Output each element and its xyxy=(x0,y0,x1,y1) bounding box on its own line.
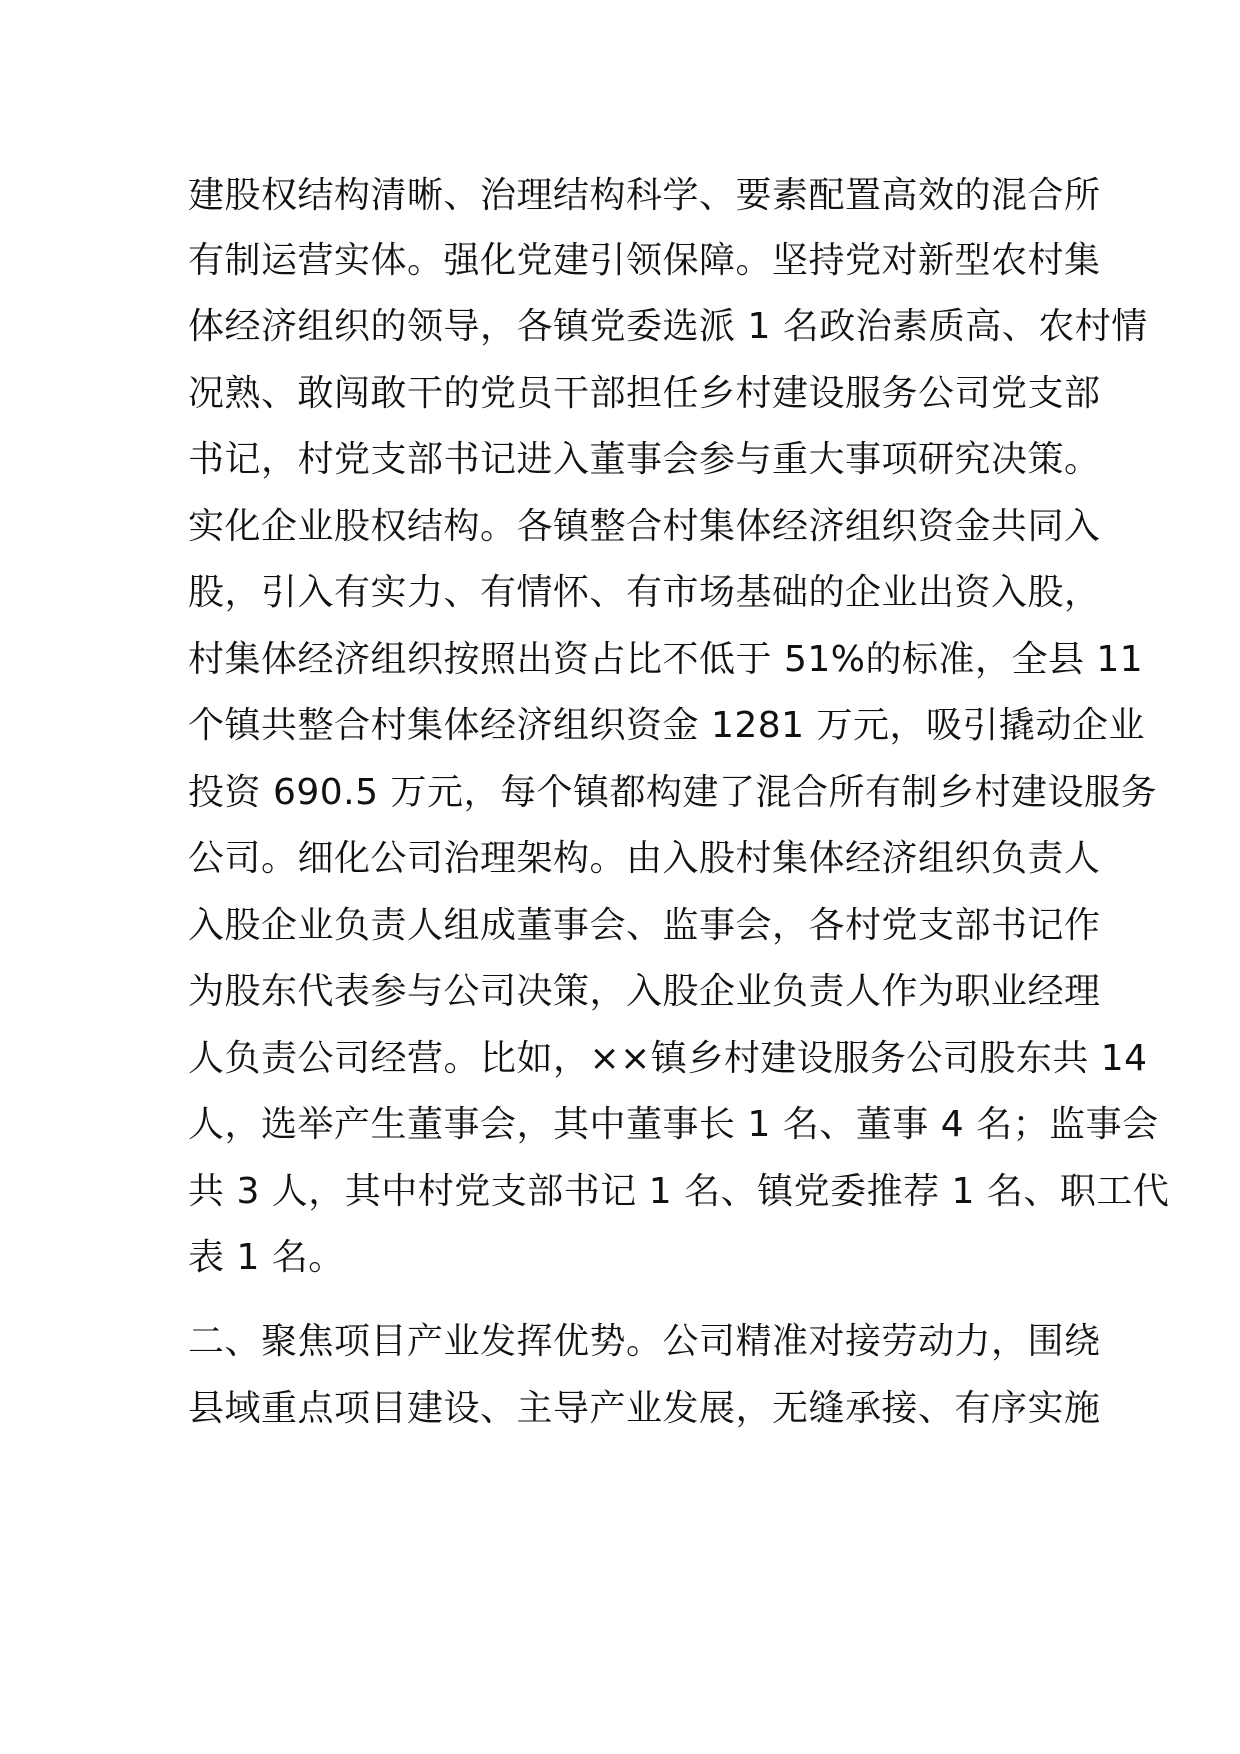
text-line: 况熟、敢闯敢干的党员干部担任乡村建设服务公司党支部 xyxy=(188,373,1101,414)
text-line: 县域重点项目建设、主导产业发展，无缝承接、有序实施 xyxy=(188,1388,1101,1429)
text-line: 为股东代表参与公司决策，入股企业负责人作为职业经理 xyxy=(188,971,1101,1012)
text-line: 个镇共整合村集体经济组织资金 1281 万元，吸引撬动企业 xyxy=(188,705,1146,746)
text-line: 体经济组织的领导，各镇党委选派 1 名政治素质高、农村情 xyxy=(188,306,1148,347)
text-line: 共 3 人，其中村党支部书记 1 名、镇党委推荐 1 名、职工代 xyxy=(188,1171,1170,1212)
text-line: 实化企业股权结构。各镇整合村集体经济组织资金共同入 xyxy=(188,506,1101,547)
text-line: 书记，村党支部书记进入董事会参与重大事项研究决策。 xyxy=(188,439,1101,480)
text-line: 建股权结构清晰、治理结构科学、要素配置高效的混合所 xyxy=(188,175,1101,216)
text-line: 股，引入有实力、有情怀、有市场基础的企业出资入股， xyxy=(188,572,1101,613)
text-line: 入股企业负责人组成董事会、监事会，各村党支部书记作 xyxy=(188,905,1101,946)
text-line: 公司。细化公司治理架构。由入股村集体经济组织负责人 xyxy=(188,838,1101,879)
text-line: 二、聚焦项目产业发挥优势。公司精准对接劳动力，围绕 xyxy=(188,1321,1101,1362)
text-line: 表 1 名。 xyxy=(188,1237,345,1278)
text-line: 有制运营实体。强化党建引领保障。坚持党对新型农村集 xyxy=(188,240,1101,281)
text-line: 投资 690.5 万元，每个镇都构建了混合所有制乡村建设服务 xyxy=(188,772,1157,813)
text-line: 人，选举产生董事会，其中董事长 1 名、董事 4 名；监事会 xyxy=(188,1104,1159,1145)
text-line: 人负责公司经营。比如，××镇乡村建设服务公司股东共 14 xyxy=(188,1038,1148,1079)
text-line: 村集体经济组织按照出资占比不低于 51%的标准，全县 11 xyxy=(188,639,1144,680)
